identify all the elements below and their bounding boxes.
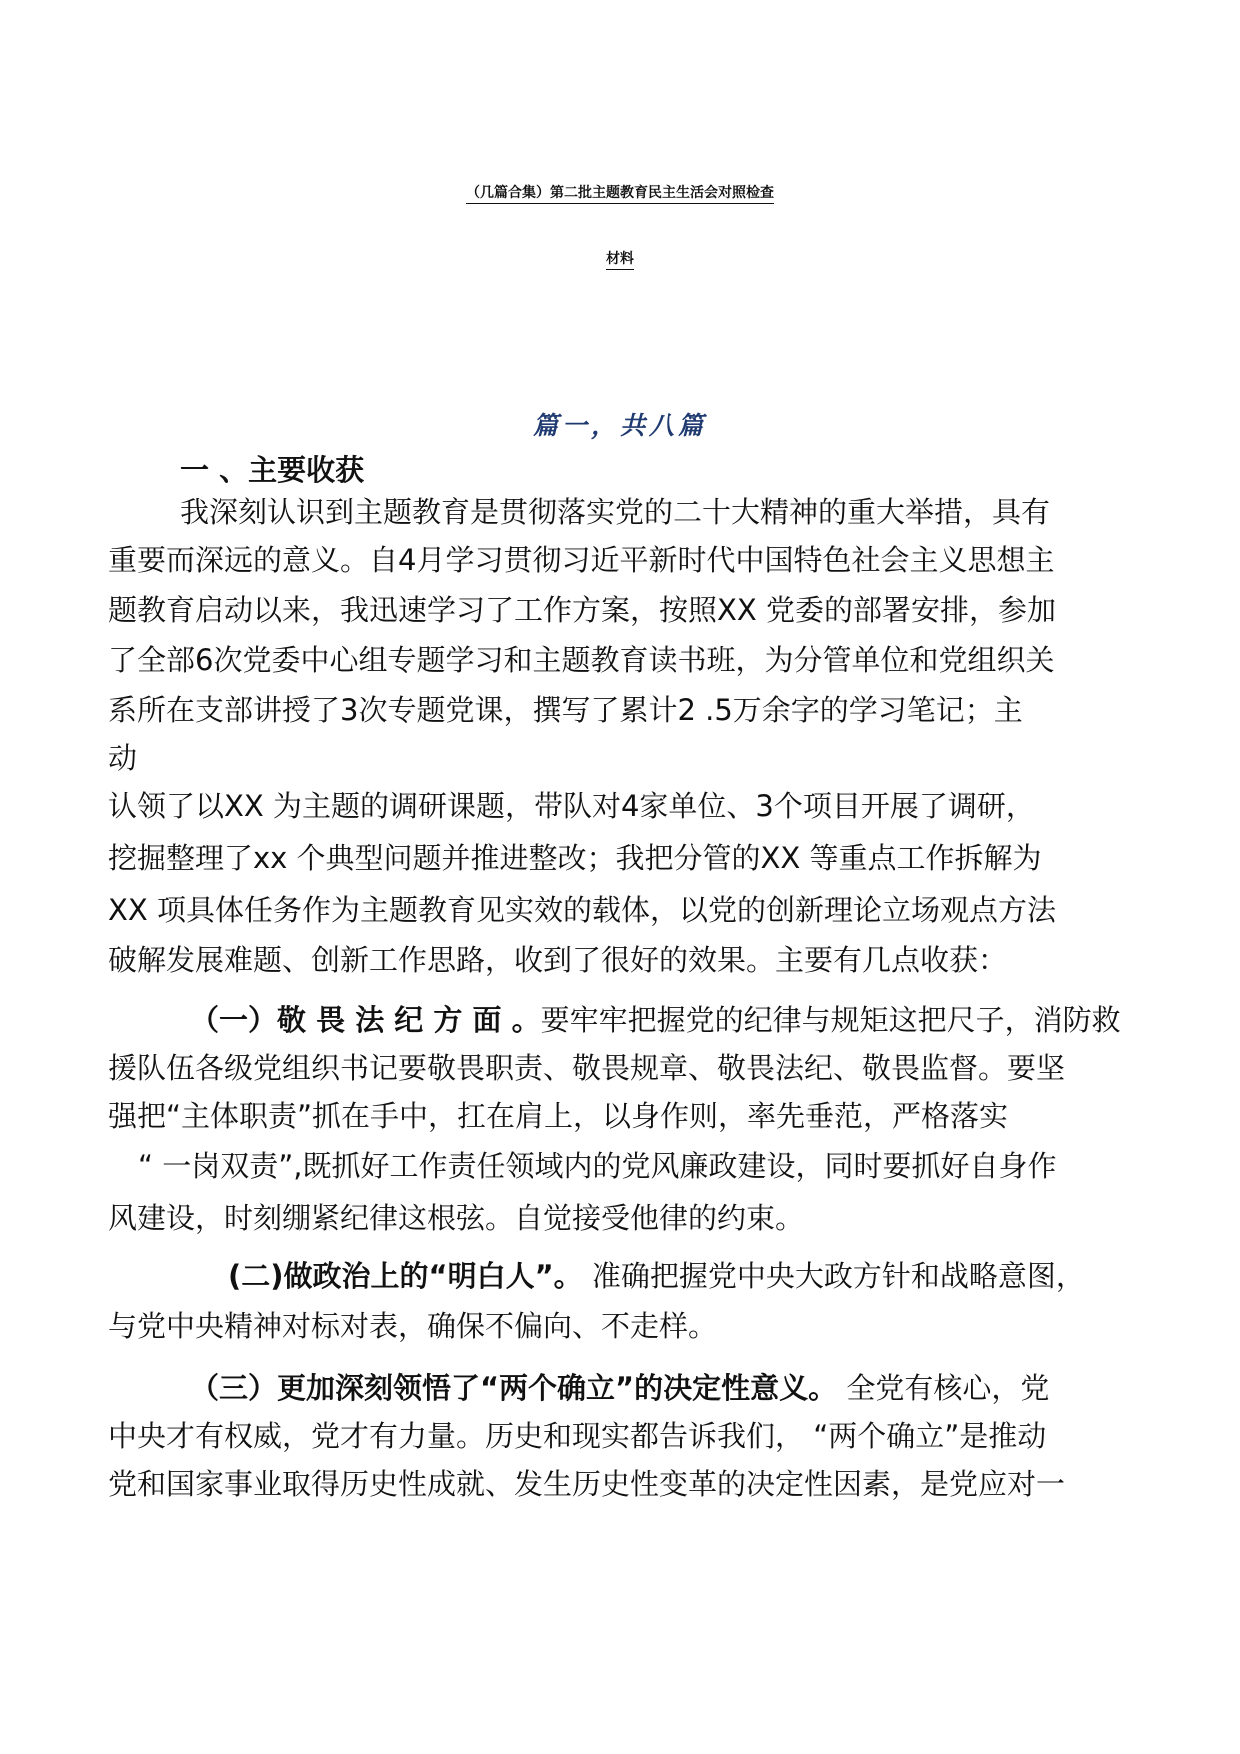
paragraph-line: 破解发展难题、创新工作思路，收到了很好的效果。主要有几点收获：	[108, 943, 1008, 977]
point-2-first-line	[228, 1260, 1085, 1293]
point-2-heading: (二)做政治上的“明白人”。	[228, 1259, 583, 1293]
document-title-line-2: 材料	[606, 251, 634, 267]
paragraph-line: 挖掘整理了xx 个典型问题并推进整改；我把分管的XX 等重点工作拆解为	[108, 841, 1042, 875]
point-1-heading: （一）敬 畏 法 纪 方 面 。	[190, 1003, 541, 1037]
paragraph-line: 我深刻认识到主题教育是贯彻落实党的二十大精神的重大举措，具有	[180, 495, 1051, 529]
paragraph-line: 题教育启动以来，我迅速学习了工作方案，按照XX 党委的部署安排，参加	[108, 593, 1056, 627]
point-3-first-line	[190, 1372, 1049, 1405]
paragraph-line: 党和国家事业取得历史性成就、发生历史性变革的决定性因素，是党应对一	[108, 1467, 1066, 1501]
point-2-text: 准确把握党中央大政方针和战略意图，	[582, 1259, 1085, 1293]
document-title-line-1: （几篇合集）第二批主题教育民主生活会对照检查	[466, 185, 774, 201]
paragraph-line: 认领了以XX 为主题的调研课题，带队对4家单位、3个项目开展了调研，	[108, 789, 1035, 823]
paragraph-line: 强把“主体职责”抓在手中，扛在肩上，以身作则，率先垂范，严格落实	[108, 1099, 1009, 1133]
paragraph-line: 与党中央精神对标对表，确保不偏向、不走样。	[108, 1309, 718, 1343]
paragraph-line: 风建设，时刻绷紧纪律这根弦。自觉接受他律的约束。	[108, 1201, 805, 1235]
paragraph-line: 了全部6次党委中心组专题学习和主题教育读书班，为分管单位和党组织关	[108, 643, 1055, 677]
paragraph-line: 重要而深远的意义。自4月学习贯彻习近平新时代中国特色社会主义思想主	[108, 543, 1055, 577]
paragraph-line: XX 项具体任务作为主题教育见实效的载体，以党的创新理论立场观点方法	[108, 893, 1056, 927]
point-3-text: 全党有核心，党	[837, 1371, 1050, 1405]
section-heading-main-gains: 一 、主要收获	[180, 453, 365, 487]
point-1-text: 要牢牢把握党的纪律与规矩这把尺子，消防救	[540, 1003, 1121, 1037]
article-subtitle: 篇一，共八篇	[532, 411, 707, 440]
paragraph-line: 援队伍各级党组织书记要敬畏职责、敬畏规章、敬畏法纪、敬畏监督。要坚	[108, 1051, 1066, 1085]
paragraph-line: 系所在支部讲授了3次专题党课，撰写了累计2 .5万余字的学习笔记；主	[108, 693, 1023, 727]
point-1-first-line	[190, 1004, 1121, 1037]
point-3-heading: （三）更加深刻领悟了“两个确立”的决定性意义。	[190, 1371, 838, 1405]
paragraph-line: “ 一岗双责”,既抓好工作责任领域内的党风廉政建设，同时要抓好自身作	[138, 1149, 1057, 1183]
paragraph-line: 动	[108, 741, 138, 775]
paragraph-line: 中央才有权威，党才有力量。历史和现实都告诉我们， “两个确立”是推动	[108, 1419, 1047, 1453]
